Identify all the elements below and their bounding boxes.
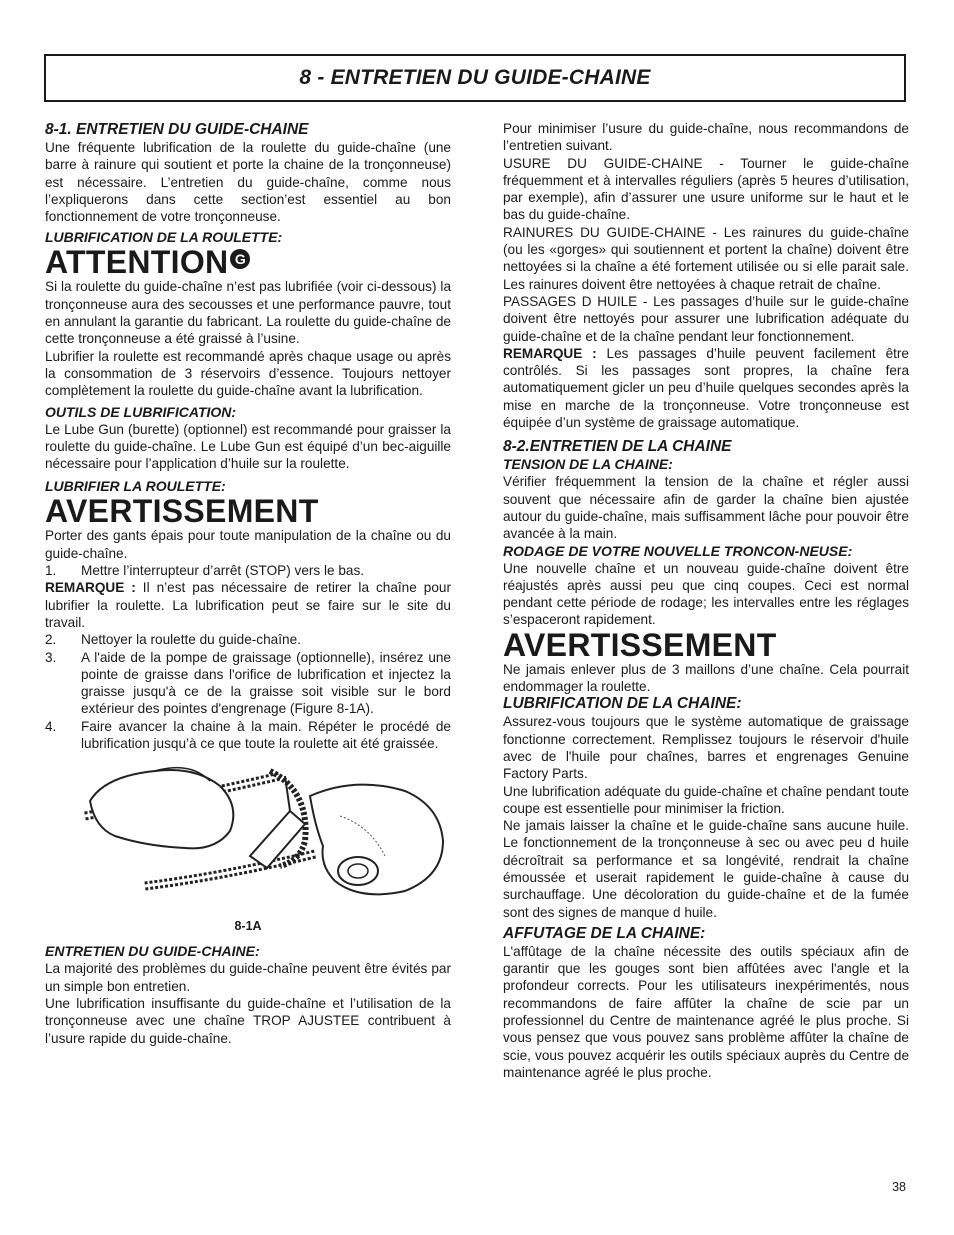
lub-roulette-title: LUBRIFICATION DE LA ROULETTE: xyxy=(45,229,283,246)
step-3-number: 3. xyxy=(45,649,57,665)
remarque-2-text: Les passages d’huile peuvent facilement être contrôlés. Si les passages sont propres, la chaîne fera automatiquement gicler un peu d’huile quelques secondes après la mise en marche de la tronçonneuse. Votre tronçonneuse est équipée d’un système de graissage automatique. xyxy=(503,345,909,431)
attention-label: ATTENTION xyxy=(45,244,229,281)
left-column xyxy=(45,120,451,1047)
remarque-1 xyxy=(45,579,451,631)
step-4 xyxy=(45,718,451,753)
avertissement-heading-2: AVERTISSEMENT xyxy=(503,626,777,663)
avertissement-paragraph-1: Porter des gants épais pour toute manipulation de la chaîne ou du guide-chaîne. xyxy=(45,528,451,561)
lubrication-illustration xyxy=(45,756,451,906)
left-hand xyxy=(90,770,233,848)
page-number: 38 xyxy=(892,1180,906,1194)
lub-chaine-paragraph-3: Ne jamais laisser la chaîne et le guide-chaîne sans aucune huile. Le fonctionnement de la tronçonneuse à sec ou avec peu d huile décroîtrait sa performance et sa longévité, rendrait la chaîne émoussée et userait rapidement le guide-chaîne à cause du surchauffage. Une décoloration du guide-chaîne et de la fumée sont des signes de manque d huile. xyxy=(503,818,909,920)
entretien-paragraph-2: Une lubrification insuffisante du guide-chaîne et l’utilisation de la tronçonneuse avec une chaîne TROP AJUSTEE contribuent à l’usure rapide du guide-chaîne. xyxy=(45,995,451,1046)
step-2 xyxy=(45,631,451,648)
lub-chaine-title: LUBRIFICATION DE LA CHAINE: xyxy=(503,695,742,713)
passages-paragraph: PASSAGES D HUILE - Les passages d’huile sur le guide-chaîne doivent être nettoyés pour assurer une lubrification adéquate du guide-chaîne et de la chaîne pendant leur fonctionnement. xyxy=(503,293,909,344)
remarque-1-label: REMARQUE : xyxy=(45,580,136,596)
steps-list-b xyxy=(45,631,451,752)
entretien-paragraph-1: La majorité des problèmes du guide-chaîne peuvent être évités par un simple bon entretien. xyxy=(45,961,451,994)
affutage-paragraph: L'affûtage de la chaîne nécessite des outils spéciaux afin de garantir que les gouges sont bien affûtées avec l'angle et la profondeur corrects. Pour les utilisateurs inexpérimentés, nous recommandons de faire affûter la chaîne de scie par un professionnel du Centre de maintenance agréé le plus proche. Si vous pensez que vous pouvez sans problème affûter la chaîne de scie, vous pouvez acquérir les outils spéciaux auprès du Centre de maintenance agréé le plus proche. xyxy=(503,943,909,1080)
figure-caption: 8-1A xyxy=(234,919,262,934)
section-8-2-title: 8-2.ENTRETIEN DE LA CHAINE xyxy=(503,438,732,456)
attention-heading xyxy=(45,244,451,281)
right-column xyxy=(503,120,909,1081)
lub-chaine-paragraph-1: Assurez-vous toujours que le système automatique de graissage fonctionne correctement. Remplissez toujours le réservoir d'huile avec de l'huile pour chaînes, barres et engrenages Genuine Factory Parts. xyxy=(503,714,909,782)
step-1-text: Mettre l’interrupteur d’arrêt (STOP) vers le bas. xyxy=(81,563,365,579)
entretien-guide-title: ENTRETIEN DU GUIDE-CHAINE: xyxy=(45,943,260,960)
remarque-2 xyxy=(503,345,909,431)
remarque-2-label: REMARQUE : xyxy=(503,345,597,361)
section-banner xyxy=(44,54,906,102)
rodage-title: RODAGE DE VOTRE NOUVELLE TRONCON-NEUSE: xyxy=(503,542,853,559)
step-3-text: A l'aide de la pompe de graissage (optionnelle), insérez une pointe de graisse dans l'orifice de lubrification et injectez la graisse jusqu'à ce de la graisse soit visible sur le bord extérieur des pointes d'engrenage (Figure 8-1A). xyxy=(81,649,451,717)
step-2-text: Nettoyer la roulette du guide-chaîne. xyxy=(81,632,301,648)
section-8-1-intro: Une fréquente lubrification de la roulette du guide-chaîne (une barre à rainure qui soutient et porte la chaine de la tronçonneuse) est nécessaire. L’entretien du guide-chaîne, comme nous l’expliquerons dans cette section’est essentiel au bon fonctionnement de votre tronçonneuse. xyxy=(45,140,451,225)
step-4-number: 4. xyxy=(45,718,57,734)
rainures-paragraph: RAINURES DU GUIDE-CHAINE - Les rainures du guide-chaîne (ou les «gorges» qui soutiennent et portent la chaîne) doivent être nettoyées si la chaîne a été fortement utilisée ou si elle parait sale. Les rainures doivent être nettoyées à chaque retrait de chaîne. xyxy=(503,224,909,292)
right-paragraph-1: Pour minimiser l’usure du guide-chaîne, nous recommandons de l’entretien suivant. xyxy=(503,121,909,154)
step-1-number: 1. xyxy=(45,563,57,579)
step-2-number: 2. xyxy=(45,632,57,648)
lubrifier-title: LUBRIFIER LA ROULETTE: xyxy=(45,478,226,495)
tension-title: TENSION DE LA CHAINE: xyxy=(503,456,673,473)
banner-title: 8 - ENTRETIEN DU GUIDE-CHAINE xyxy=(299,66,651,89)
steps-list-a xyxy=(45,562,451,579)
attention-badge-icon: G xyxy=(230,249,250,269)
avertissement-paragraph-2: Ne jamais enlever plus de 3 maillons d’une chaîne. Cela pourrait endommager la roulette. xyxy=(503,661,909,695)
section-8-1-title: 8-1. ENTRETIEN DU GUIDE-CHAINE xyxy=(45,121,309,138)
outils-paragraph: Le Lube Gun (burette) (optionnel) est recommandé pour graisser la roulette du guide-chaîne. Le Lube Gun est équipé d’un bec-aiguille nécessaire pour l’application d’huile sur la roulette. xyxy=(45,421,451,472)
usure-paragraph: USURE DU GUIDE-CHAINE - Tourner le guide-chaîne fréquemment et à intervalles réguliers (après 5 heures d’utilisation, par exemple), afin d’assurer une usure uniforme sur le haut et le bas du guide-chaîne. xyxy=(503,155,909,223)
rodage-paragraph: Une nouvelle chaîne et un nouveau guide-chaîne doivent être réajustés après aussi peu que cinq coupes. Ceci est normal pendant cette période de rodage; les intervalles entre les réglages s’espaceront rapidement. xyxy=(503,560,909,628)
step-4-text: Faire avancer la chaine à la main. Répéter le procédé de lubrification jusqu’à ce que toute la roulette ait été graissée. xyxy=(81,718,451,752)
affutage-title: AFFUTAGE DE LA CHAINE: xyxy=(503,924,706,942)
attention-paragraph-2: Lubrifier la roulette est recommandé après chaque usage ou après la consommation de 3 réservoirs d’essence. Toujours nettoyer complètement la roulette du guide-chaîne avant la lubrification. xyxy=(45,348,451,399)
step-3 xyxy=(45,649,451,718)
tension-paragraph: Vérifier fréquemment la tension de la chaîne et régler aussi souvent que nécessaire afin de garder la chaîne bien ajustée autour du guide-chaîne, mais suffisamment lâche pour pouvoir être avancée à la main. xyxy=(503,474,909,542)
lub-chaine-paragraph-2: Une lubrification adéquate du guide-chaîne et chaîne pendant toute coupe est essentielle pour minimiser la friction. xyxy=(503,783,909,816)
remarque-1-text: Il n’est pas nécessaire de retirer la chaîne pour lubrifier la roulette. La lubrification peut se faire sur le site du travail. xyxy=(45,580,451,630)
avertissement-heading-1: AVERTISSEMENT xyxy=(45,493,319,530)
outils-title: OUTILS DE LUBRIFICATION: xyxy=(45,403,237,420)
step-1 xyxy=(45,562,451,579)
attention-paragraph-1: Si la roulette du guide-chaîne n’est pas lubrifiée (voir ci-dessous) la tronçonneuse aura des secousses et une performance pauvre, tout en annulant la garantie du fabricant. La roulette du guide-chaîne de cette tronçonneuse a été graissé à l’usine. xyxy=(45,279,451,347)
